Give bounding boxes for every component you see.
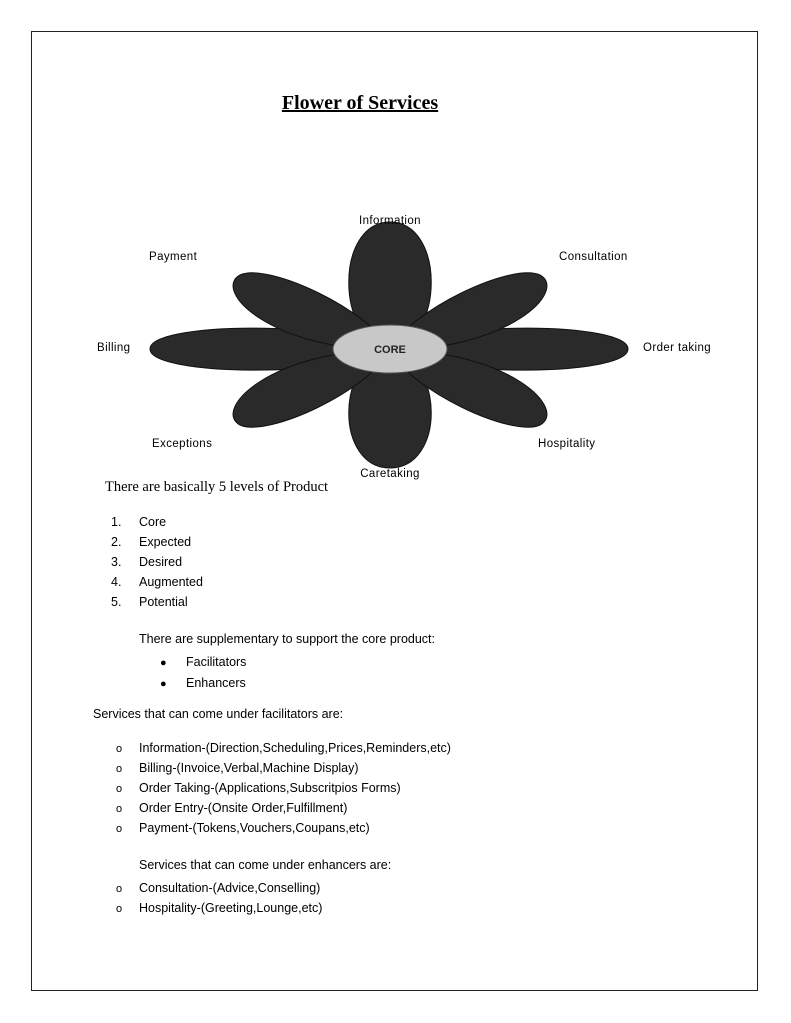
levels-intro: There are basically 5 levels of Product [105, 479, 329, 495]
list-item [116, 798, 451, 818]
circle-bullet-icon: o [116, 803, 123, 815]
list-text: Order Entry-(Onsite Order,Fulfillment) [139, 801, 348, 815]
list-text: Billing-(Invoice,Verbal,Machine Display) [139, 761, 359, 775]
core-label: CORE [374, 344, 406, 356]
circle-bullet-icon: o [116, 743, 123, 755]
list-item [116, 878, 322, 898]
list-text: Expected [139, 535, 192, 549]
label-information: Information [359, 215, 421, 227]
page-title: Flower of Services [281, 92, 439, 114]
enhancers-list [116, 878, 322, 918]
circle-bullet-icon: o [116, 903, 123, 915]
label-billing: Billing [97, 342, 131, 354]
list-text: Order Taking-(Applications,Subscritpios Forms) [139, 781, 401, 795]
flower-of-services-diagram [0, 200, 791, 490]
label-order-taking: Order taking [643, 342, 712, 354]
list-text: Potential [139, 595, 188, 609]
levels-list [111, 512, 203, 612]
facilitators-list [116, 738, 451, 838]
supplementary-intro: There are supplementary to support the core product: [139, 632, 435, 646]
list-number: 1. [111, 515, 122, 529]
page-border [31, 31, 758, 991]
label-consultation: Consultation [559, 251, 628, 263]
circle-bullet-icon: o [116, 783, 123, 795]
list-text: Hospitality-(Greeting,Lounge,etc) [139, 901, 323, 915]
list-number: 5. [111, 595, 122, 609]
list-text: Desired [139, 555, 183, 569]
list-text: Information-(Direction,Scheduling,Prices,Reminders,etc) [139, 741, 451, 755]
circle-bullet-icon: o [116, 883, 123, 895]
list-item [111, 532, 203, 552]
list-item [116, 818, 451, 838]
bullet-icon: ● [160, 678, 167, 690]
facilitators-intro: Services that can come under facilitators are: [93, 707, 344, 721]
list-item [160, 652, 246, 673]
list-text: Consultation-(Advice,Conselling) [139, 881, 321, 895]
list-number: 4. [111, 575, 122, 589]
list-number: 3. [111, 555, 122, 569]
list-text: Enhancers [186, 676, 246, 690]
list-text: Augmented [139, 575, 203, 589]
list-item [111, 512, 203, 532]
list-number: 2. [111, 535, 122, 549]
list-item [111, 552, 203, 572]
supplementary-list [160, 652, 246, 694]
label-payment: Payment [149, 251, 198, 263]
list-item [160, 673, 246, 694]
list-item [116, 778, 451, 798]
list-item [116, 898, 322, 918]
list-item [111, 592, 203, 612]
label-exceptions: Exceptions [152, 438, 213, 450]
list-text: Payment-(Tokens,Vouchers,Coupans,etc) [139, 821, 370, 835]
circle-bullet-icon: o [116, 823, 123, 835]
list-item [111, 572, 203, 592]
label-hospitality: Hospitality [538, 438, 596, 450]
circle-bullet-icon: o [116, 763, 123, 775]
list-item [116, 758, 451, 778]
list-item [116, 738, 451, 758]
list-text: Core [139, 515, 167, 529]
list-text: Facilitators [186, 655, 247, 669]
label-caretaking: Caretaking [360, 468, 420, 480]
enhancers-intro: Services that can come under enhancers are: [139, 858, 392, 872]
bullet-icon: ● [160, 657, 167, 669]
